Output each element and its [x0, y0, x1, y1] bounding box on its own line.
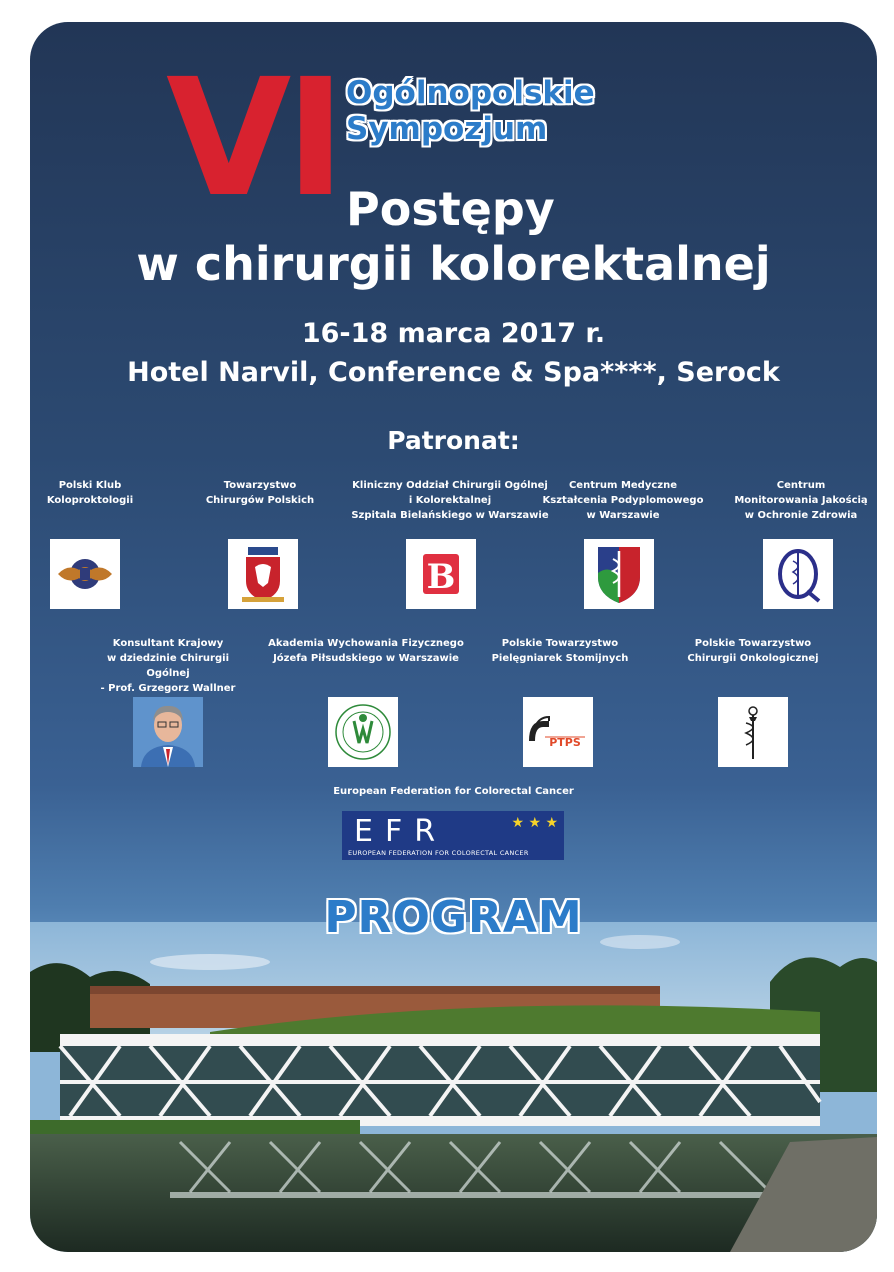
scalpel-emblem-icon — [718, 697, 788, 767]
patron-wallner — [88, 636, 248, 696]
patron-cmkp — [538, 478, 708, 523]
patron-bielanski — [340, 478, 560, 523]
patron-name: Akademia Wychowania Fizycznego Józefa Piłsudskiego w Warszawie — [268, 638, 464, 664]
efr-label: European Federation for Colorectal Cancer — [333, 786, 574, 797]
patron-name: Polski Klub Koloproktologii — [46, 480, 134, 506]
efr-letters: EFR — [354, 814, 448, 849]
patronage-heading: Patronat: — [387, 426, 520, 455]
hotel-photo — [30, 922, 877, 1252]
patron-name: Centrum Monitorowania Jakością w Ochronie Zdrowia — [734, 480, 868, 521]
patron-name: Polskie Towarzystwo Chirurgii Onkologicznej — [687, 638, 819, 664]
svg-text:B: B — [426, 557, 456, 597]
poster — [30, 22, 877, 1252]
patron-name: Kliniczny Oddział Chirurgii Ogólnej i Kolorektalnej Szpitala Bielańskiego w Warszawie — [351, 480, 549, 521]
event-date: 16-18 marca 2017 r. — [301, 318, 606, 349]
event-venue: Hotel Narvil, Conference & Spa****, Serock — [127, 357, 780, 388]
patron-ptco — [673, 636, 833, 666]
subtitle-line-2: Sympozjum — [346, 111, 548, 147]
eu-stars-icon: ★ ★ ★ — [511, 815, 558, 831]
patron-cmj — [716, 478, 877, 523]
patron-ptps — [480, 636, 640, 666]
awf-seal-icon — [328, 697, 398, 767]
pkk-emblem-icon — [50, 539, 120, 609]
ptps-logo-icon — [523, 697, 593, 767]
title-line-1: Postępy — [346, 182, 555, 236]
patron-name: Polskie Towarzystwo Pielęgniarek Stomijnych — [491, 638, 629, 664]
efr-subtitle: EUROPEAN FEDERATION FOR COLORECTAL CANCER — [348, 849, 529, 857]
patron-awf — [266, 636, 466, 666]
eagle-shield-icon — [228, 539, 298, 609]
portrait-photo — [133, 697, 203, 767]
red-b-icon — [406, 539, 476, 609]
title-line-2: w chirurgii kolorektalnej — [136, 237, 771, 291]
patron-name: Towarzystwo Chirurgów Polskich — [205, 480, 315, 506]
program-heading: PROGRAM — [324, 892, 583, 943]
roman-numeral: VI — [166, 45, 340, 233]
patron-name: Konsultant Krajowy w dziedzinie Chirurgii Ogólnej - Prof. Grzegorz Wallner — [100, 638, 236, 694]
patron-name: Centrum Medyczne Kształcenia Podyplomowego w Warszawie — [542, 480, 704, 521]
q-caduceus-icon — [763, 539, 833, 609]
caduceus-shield-icon — [584, 539, 654, 609]
subtitle-line-1: Ogólnopolskie — [346, 75, 595, 111]
efr-logo — [342, 811, 564, 860]
svg-text:PTPS: PTPS — [549, 736, 581, 749]
patron-tcp — [190, 478, 330, 508]
patron-pkk — [30, 478, 160, 508]
